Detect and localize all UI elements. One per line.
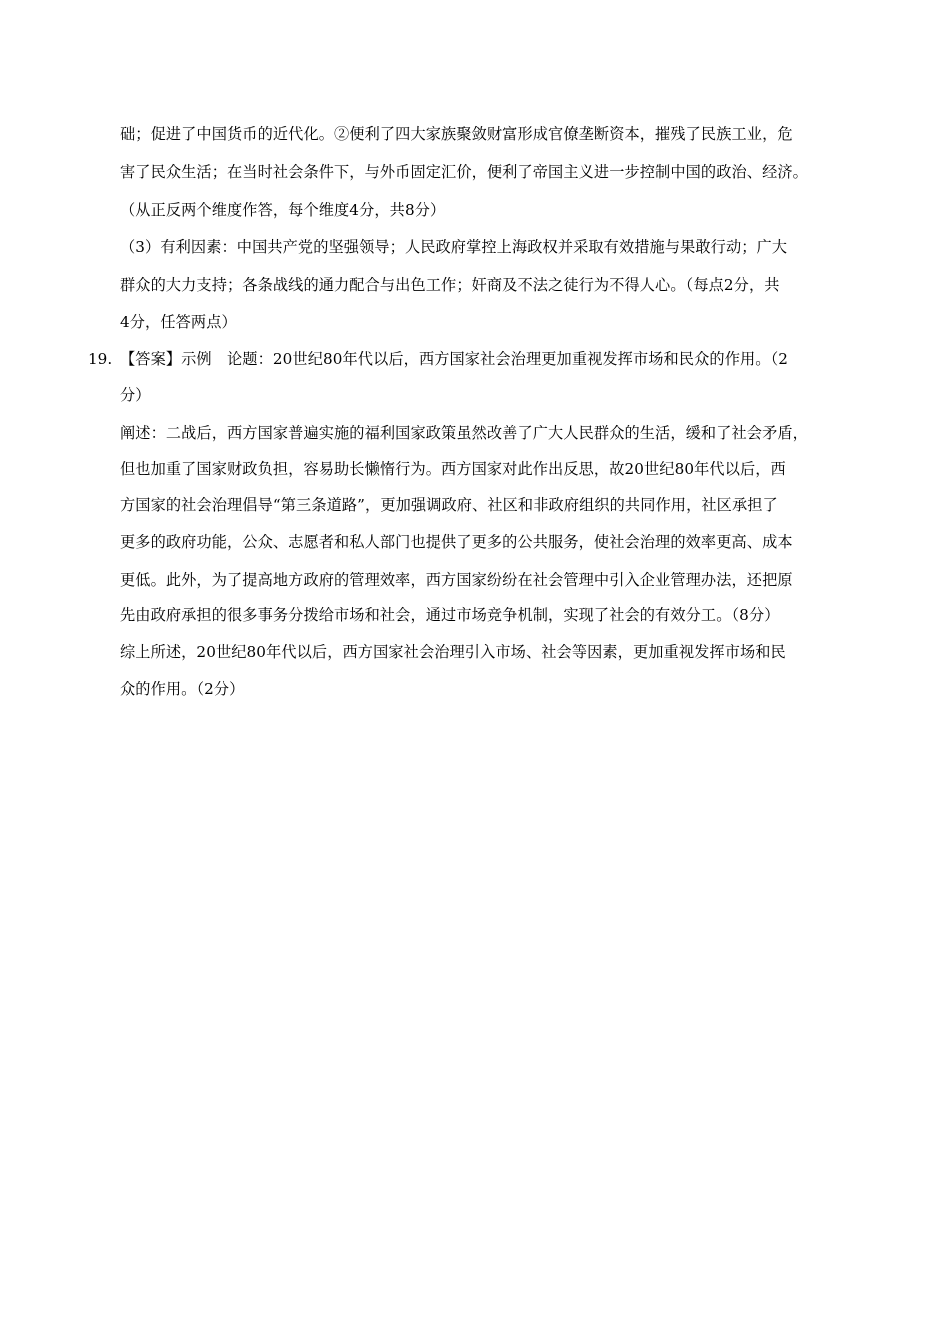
question19-line-8: 先由政府承担的很多事务分拨给市场和社会，通过市场竞争机制，实现了社会的有效分工。（8分） xyxy=(120,606,780,624)
question19-line-10: 众的作用。（2分） xyxy=(120,680,245,698)
question-number: 19. xyxy=(88,350,113,368)
question19-line-2: 分） xyxy=(120,386,151,404)
answer-text-line-4: （3）有利因素：中国共产党的坚强领导；人民政府掌控上海政权并采取有效措施与果敢行动；广大 xyxy=(120,238,788,256)
answer-text-line-5: 群众的大力支持；各条战线的通力配合与出色工作；奸商及不法之徒行为不得人心。（每点2分，共 xyxy=(120,276,780,294)
answer-text-line-3: （从正反两个维度作答，每个维度4分，共8分） xyxy=(120,201,446,219)
question19-line-6: 更多的政府功能，公众、志愿者和私人部门也提供了更多的公共服务，使社会治理的效率更高、成本 xyxy=(120,533,793,551)
question19-line-5: 方国家的社会治理倡导“第三条道路”，更加强调政府、社区和非政府组织的共同作用，社区承担了 xyxy=(120,496,778,514)
answer-text-line-2: 害了民众生活；在当时社会条件下，与外币固定汇价，便利了帝国主义进一步控制中国的政治、经济。 xyxy=(120,163,808,181)
question19-line-1: 【答案】示例 论题：20世纪80年代以后，西方国家社会治理更加重视发挥市场和民众的作用。（2 xyxy=(120,350,789,368)
question19-line-4: 但也加重了国家财政负担，容易助长懒惰行为。西方国家对此作出反思，故20世纪80年代以后，西 xyxy=(120,460,786,478)
answer-text-line-6: 4分，任答两点） xyxy=(120,313,237,331)
question19-line-9: 综上所述，20世纪80年代以后，西方国家社会治理引入市场、社会等因素，更加重视发挥市场和民 xyxy=(120,643,786,661)
answer-text-line-1: 础；促进了中国货币的近代化。②便利了四大家族聚敛财富形成官僚垄断资本，摧残了民族工业，危 xyxy=(120,125,793,143)
question19-line-7: 更低。此外，为了提高地方政府的管理效率，西方国家纷纷在社会管理中引入企业管理办法，还把原 xyxy=(120,571,793,589)
question19-line-3: 阐述：二战后，西方国家普遍实施的福利国家政策虽然改善了广大人民群众的生活，缓和了社会矛盾， xyxy=(120,424,808,442)
